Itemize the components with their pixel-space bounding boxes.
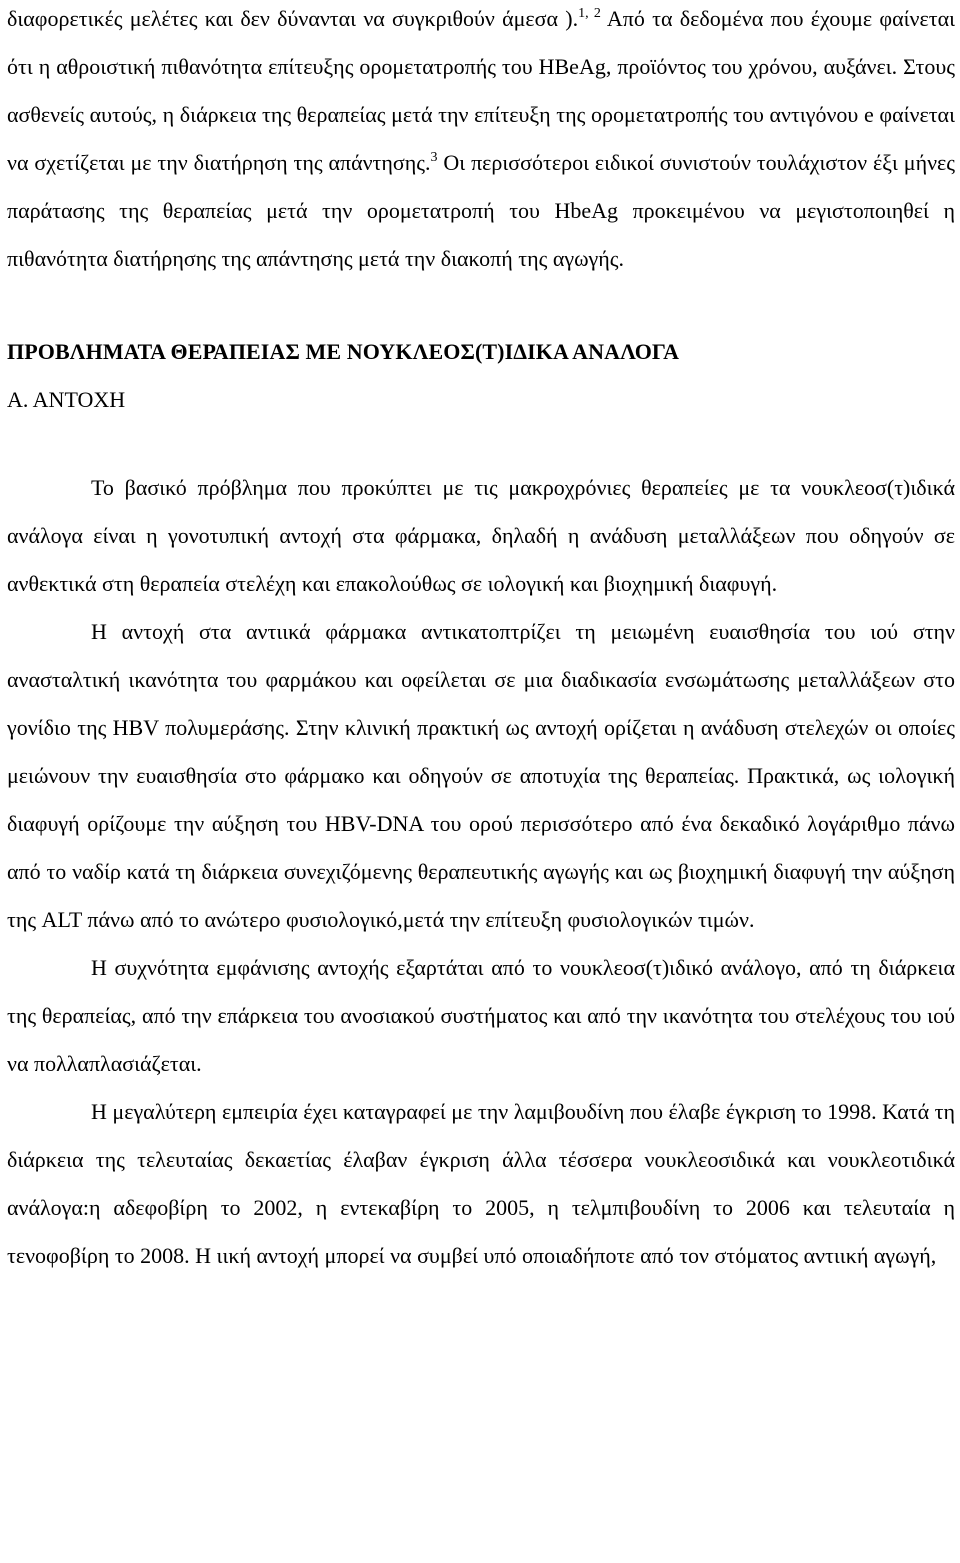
document-page (7, 0, 955, 1280)
section-heading: ΠΡΟΒΛΗΜΑΤΑ ΘΕΡΑΠΕΙΑΣ ΜΕ ΝΟΥΚΛΕΟΣ(Τ)ΙΔΙΚΑ ΑΝΑΛΟΓΑ (7, 339, 680, 364)
body-paragraph-3: Η συχνότητα εμφάνισης αντοχής εξαρτάται από το νουκλεοσ(τ)ιδικό ανάλογο, από τη διάρκεια της θεραπείας, από την επάρκεια του ανοσιακού συστήματος και από την ικανότητα του στελέχους του ιού να πολλαπλασιάζεται. (7, 955, 955, 1076)
intro-paragraph (7, 0, 955, 283)
body-paragraph-2: Η αντοχή στα αντιικά φάρμακα αντικατοπτρίζει τη μειωμένη ευαισθησία του ιού στην ανασταλτική ικανότητα του φαρμάκου και οφείλεται σε μια διαδικασία ενσωμάτωσης μεταλλάξεων στο γονίδιο της HBV πολυμεράσης. Στην κλινική πρακτική ως αντοχή ορίζεται η ανάδυση στελεχών οι οποίες μειώνουν την ευαισθησία στο φάρμακο και οδηγούν σε αποτυχία της θεραπείας. Πρακτικά, ως ιολογική διαφυγή ορίζουμε την αύξηση του HBV-DNA του ορού περισσότερο από ένα δεκαδικό λογάριθμο πάνω από το ναδίρ κατά τη διάρκεια συνεχιζόμενης θεραπευτικής αγωγής και ως βιοχημική διαφυγή την αύξηση της ALT πάνω από το ανώτερο φυσιολογικό,μετά την επίτευξη φυσιολογικών τιμών. (7, 619, 955, 932)
body-paragraph-4: Η μεγαλύτερη εμπειρία έχει καταγραφεί με την λαμιβουδίνη που έλαβε έγκριση το 1998. Κατά τη διάρκεια της τελευταίας δεκαετίας έλαβαν έγκριση άλλα τέσσερα νουκλεοσιδικά και νουκλεοτιδικά ανάλογα:η αδεφοβίρη το 2002, η εντεκαβίρη το 2005, η τελμπιβουδίνη το 2006 και τελευταία η τενοφοβίρη το 2008. Η ιική αντοχή μπορεί να συμβεί υπό οποιαδήποτε από τον στόματος αντιική αγωγή, (7, 1099, 955, 1268)
intro-text-3: Οι περισσότεροι ειδικοί συνιστούν τουλάχιστον έξι μήνες παράτασης της θεραπείας μετά την ορομετατροπή του HbeAg προκειμένου να μεγιστοποιηθεί η πιθανότητα διατήρησης της απάντησης μετά την διακοπή της αγωγής. (7, 150, 955, 271)
body-paragraph-1: Το βασικό πρόβλημα που προκύπτει με τις μακροχρόνιες θεραπείες με τα νουκλεοσ(τ)ιδικά ανάλογα είναι η γονοτυπική αντοχή στα φάρμακα, δηλαδή η ανάδυση μεταλλάξεων που οδηγούν σε ανθεκτικά στη θεραπεία στελέχη και επακολούθως σε ιολογική και βιοχημική διαφυγή. (7, 475, 955, 596)
intro-text-1: διαφορετικές μελέτες και δεν δύνανται να συγκριθούν άμεσα ). (7, 6, 579, 31)
intro-text-2: Από τα δεδομένα που έχουμε φαίνεται ότι η αθροιστική πιθανότητα επίτευξης ορομετατροπής του HBeAg, προϊόντος του χρόνου, αυξάνει. Στους ασθενείς αυτούς, η διάρκεια της θεραπείας μετά την επίτευξη της ορομετατροπής του αντιγόνου e φαίνεται να σχετίζεται με την διατήρηση της απάντησης. (7, 6, 956, 175)
reference-superscript-2: 3 (430, 149, 438, 165)
reference-superscript-1: 1, 2 (578, 5, 601, 21)
subsection-heading: Α. ΑΝΤΟΧΗ (7, 387, 126, 412)
